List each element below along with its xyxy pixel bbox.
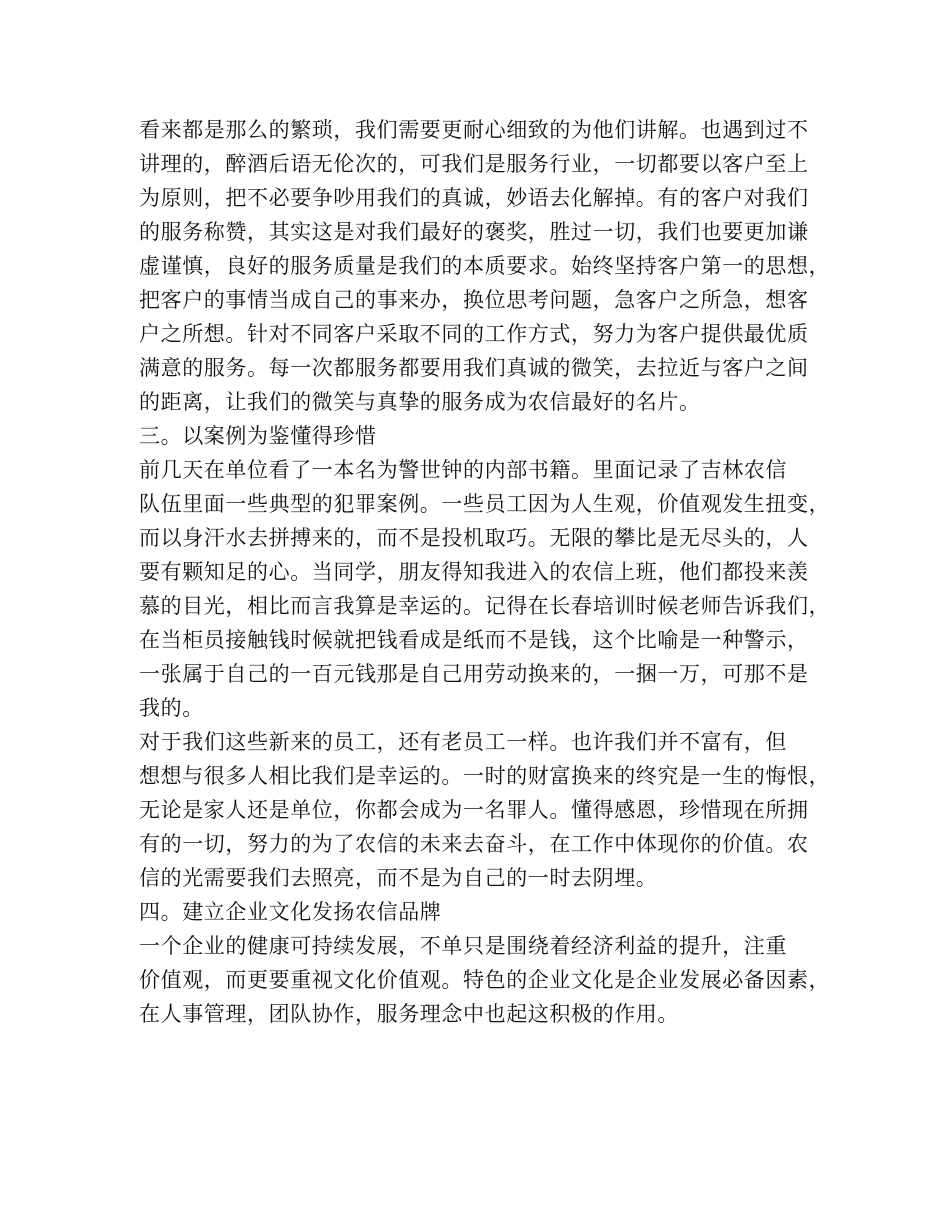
section-heading: 三。以案例为鉴懂得珍惜 bbox=[139, 424, 377, 448]
paragraph-line: 一张属于自己的一百元钱那是自己用劳动换来的，一捆一万，可那不是 bbox=[139, 662, 809, 686]
paragraph-line: 满意的服务。每一次都服务都要用我们真诚的微笑，去拉近与客户之间 bbox=[139, 356, 809, 380]
paragraph-line: 价值观，而更要重视文化价值观。特色的企业文化是企业发展必备因素， bbox=[139, 968, 831, 992]
paragraph-line: 看来都是那么的繁琐，我们需要更耐心细致的为他们讲解。也遇到过不 bbox=[139, 118, 809, 142]
paragraph-line: 有的一切，努力的为了农信的未来去奋斗，在工作中体现你的价值。农 bbox=[139, 832, 809, 856]
paragraph-line: 把客户的事情当成自己的事来办，换位思考问题，急客户之所急，想客 bbox=[139, 288, 809, 312]
paragraph-line: 想想与很多人相比我们是幸运的。一时的财富换来的终究是一生的悔恨， bbox=[139, 764, 831, 788]
paragraph-line: 在人事管理，团队协作，服务理念中也起这积极的作用。 bbox=[139, 1002, 679, 1026]
paragraph-line: 信的光需要我们去照亮，而不是为自己的一时去阴埋。 bbox=[139, 866, 658, 890]
paragraph-line: 无论是家人还是单位，你都会成为一名罪人。懂得感恩，珍惜现在所拥 bbox=[139, 798, 809, 822]
paragraph-line: 在当柜员接触钱时候就把钱看成是纸而不是钱，这个比喻是一种警示， bbox=[139, 628, 809, 652]
paragraph-line: 虚谨慎，良好的服务质量是我们的本质要求。始终坚持客户第一的思想， bbox=[139, 254, 831, 278]
paragraph-line: 前几天在单位看了一本名为警世钟的内部书籍。里面记录了吉林农信 bbox=[139, 458, 787, 482]
paragraph-line: 对于我们这些新来的员工，还有老员工一样。也许我们并不富有，但 bbox=[139, 730, 787, 754]
paragraph-line: 的服务称赞，其实这是对我们最好的褒奖，胜过一切，我们也要更加谦 bbox=[139, 220, 809, 244]
paragraph-line: 的距离，让我们的微笑与真挚的服务成为农信最好的名片。 bbox=[139, 390, 701, 414]
paragraph-line: 慕的目光，相比而言我算是幸运的。记得在长春培训时候老师告诉我们， bbox=[139, 594, 831, 618]
paragraph-line: 户之所想。针对不同客户采取不同的工作方式，努力为客户提供最优质 bbox=[139, 322, 809, 346]
section-heading: 四。建立企业文化发扬农信品牌 bbox=[139, 900, 442, 924]
paragraph-line: 而以身汗水去拼搏来的，而不是投机取巧。无限的攀比是无尽头的，人 bbox=[139, 526, 809, 550]
paragraph-line: 讲理的，醉酒后语无伦次的，可我们是服务行业，一切都要以客户至上 bbox=[139, 152, 809, 176]
paragraph-line: 队伍里面一些典型的犯罪案例。一些员工因为人生观，价值观发生扭变， bbox=[139, 492, 831, 516]
paragraph-line: 我的。 bbox=[139, 696, 204, 720]
paragraph-line: 为原则，把不必要争吵用我们的真诚，妙语去化解掉。有的客户对我们 bbox=[139, 186, 809, 210]
paragraph-line: 一个企业的健康可持续发展，不单只是围绕着经济利益的提升，注重 bbox=[139, 934, 787, 958]
paragraph-line: 要有颗知足的心。当同学，朋友得知我进入的农信上班，他们都投来羡 bbox=[139, 560, 809, 584]
